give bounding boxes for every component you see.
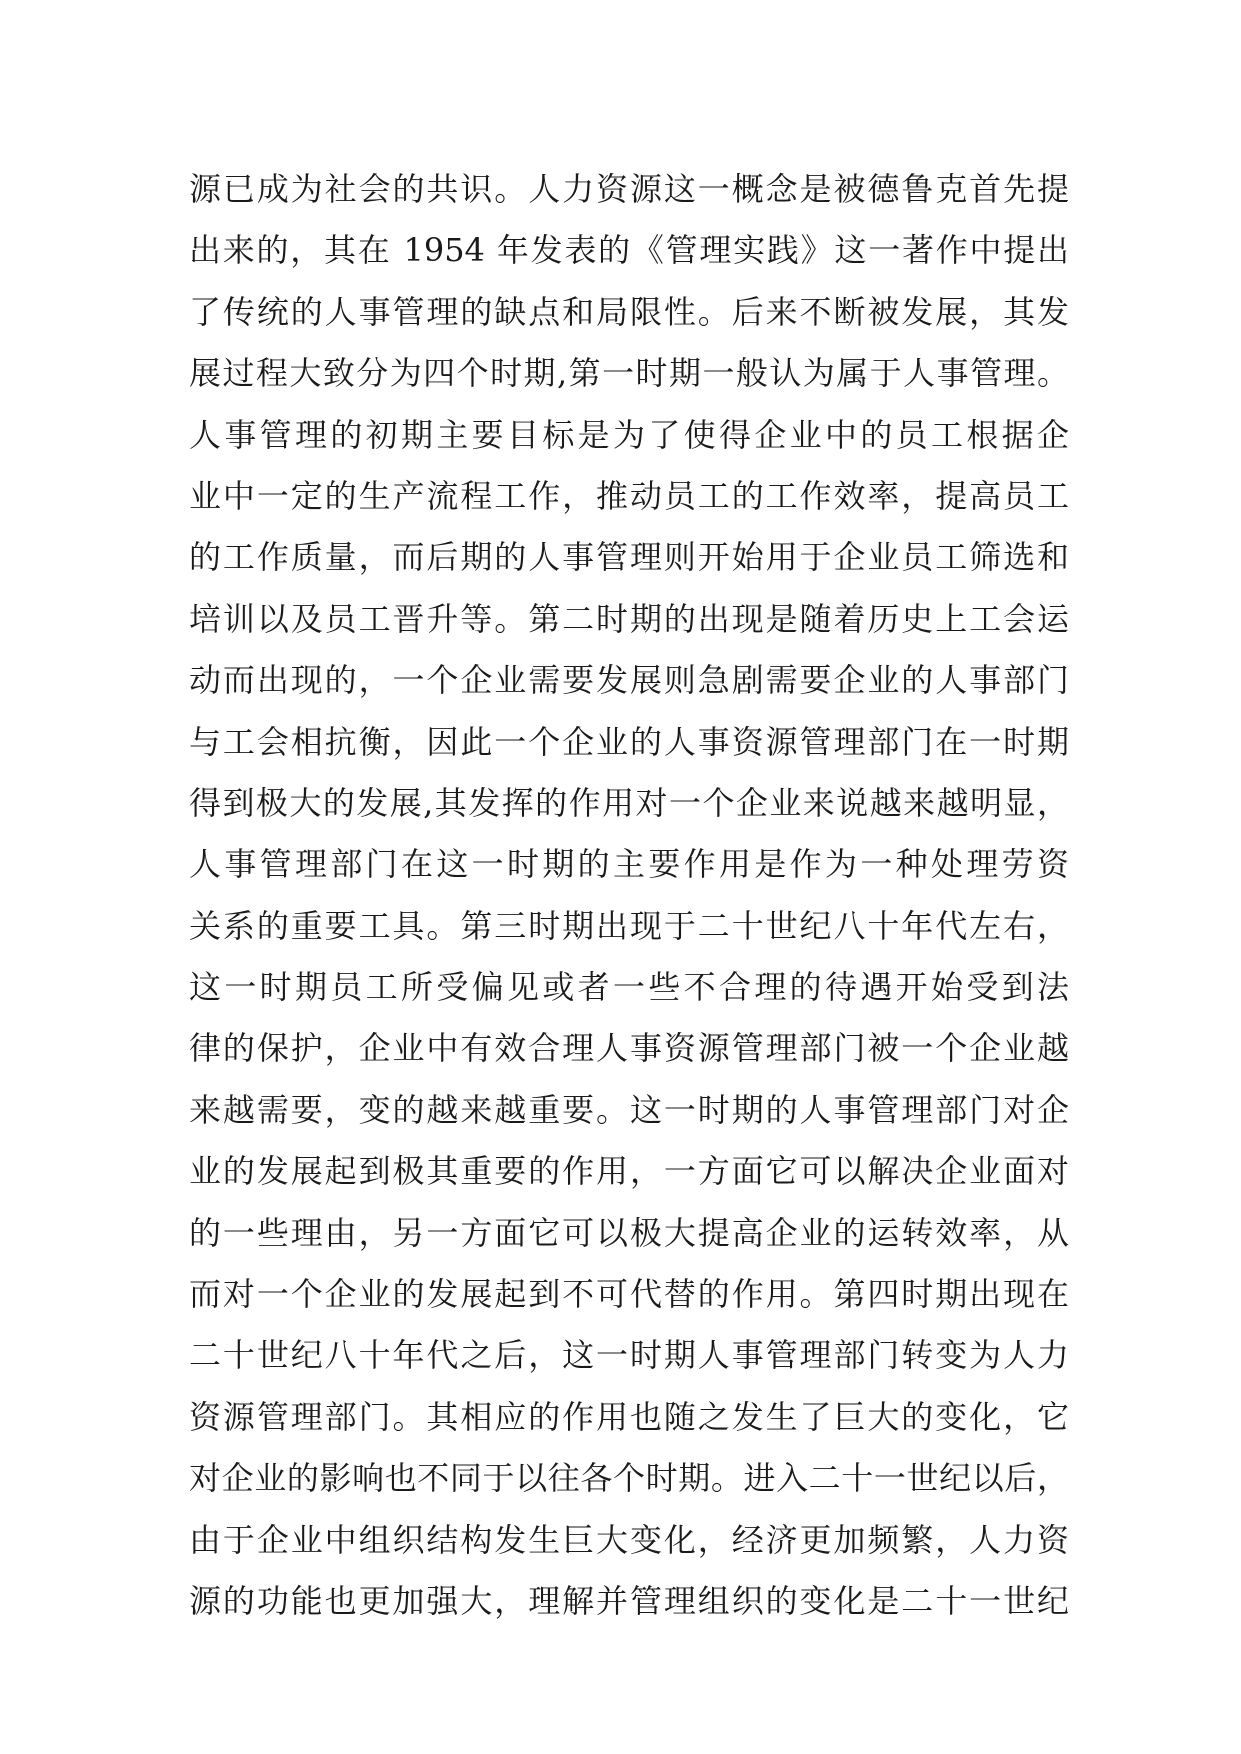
text-line: 了传统的人事管理的缺点和局限性。后来不断被发展，其发 (189, 292, 1069, 331)
text-line: 的工作质量，而后期的人事管理则开始用于企业员工筛选和 (189, 538, 1069, 577)
text-line: 动而出现的，一个企业需要发展则急剧需要企业的人事部门 (189, 661, 1069, 700)
text-line: 二十世纪八十年代之后，这一时期人事管理部门转变为人力 (189, 1336, 1069, 1375)
text-line: 与工会相抗衡，因此一个企业的人事资源管理部门在一时期 (189, 722, 1069, 761)
text-line: 来越需要，变的越来越重要。这一时期的人事管理部门对企 (189, 1090, 1069, 1129)
text-line: 人事管理部门在这一时期的主要作用是作为一种处理劳资 (189, 845, 1069, 884)
text-line: 律的保护，企业中有效合理人事资源管理部门被一个企业越 (189, 1029, 1069, 1068)
text-line: 人事管理的初期主要目标是为了使得企业中的员工根据企 (189, 415, 1069, 454)
text-line: 业的发展起到极其重要的作用，一方面它可以解决企业面对 (189, 1152, 1069, 1191)
text-line: 源的功能也更加强大，理解并管理组织的变化是二十一世纪 (189, 1581, 1069, 1620)
body-text (189, 159, 1069, 1632)
text-line: 业中一定的生产流程工作，推动员工的工作效率，提高员工 (189, 476, 1069, 515)
text-line: 这一时期员工所受偏见或者一些不合理的待遇开始受到法 (189, 968, 1069, 1007)
text-line: 的一些理由，另一方面它可以极大提高企业的运转效率，从 (189, 1213, 1069, 1252)
text-line: 资源管理部门。其相应的作用也随之发生了巨大的变化，它 (189, 1397, 1069, 1436)
text-line: 源已成为社会的共识。人力资源这一概念是被德鲁克首先提 (189, 170, 1069, 208)
text-line: 展过程大致分为四个时期,第一时期一般认为属于人事管理。 (189, 354, 1069, 393)
text-line: 培训以及员工晋升等。第二时期的出现是随着历史上工会运 (189, 599, 1069, 638)
text-line: 关系的重要工具。第三时期出现于二十世纪八十年代左右， (189, 906, 1069, 945)
text-line: 出来的，其在 1954 年发表的《管理实践》这一著作中提出 (189, 231, 1069, 270)
text-line: 对企业的影响也不同于以往各个时期。进入二十一世纪以后， (189, 1459, 1069, 1498)
text-line: 而对一个企业的发展起到不可代替的作用。第四时期出现在 (189, 1275, 1069, 1314)
text-line: 得到极大的发展,其发挥的作用对一个企业来说越来越明显， (189, 783, 1069, 822)
text-line: 由于企业中组织结构发生巨大变化，经济更加频繁，人力资 (189, 1520, 1069, 1559)
